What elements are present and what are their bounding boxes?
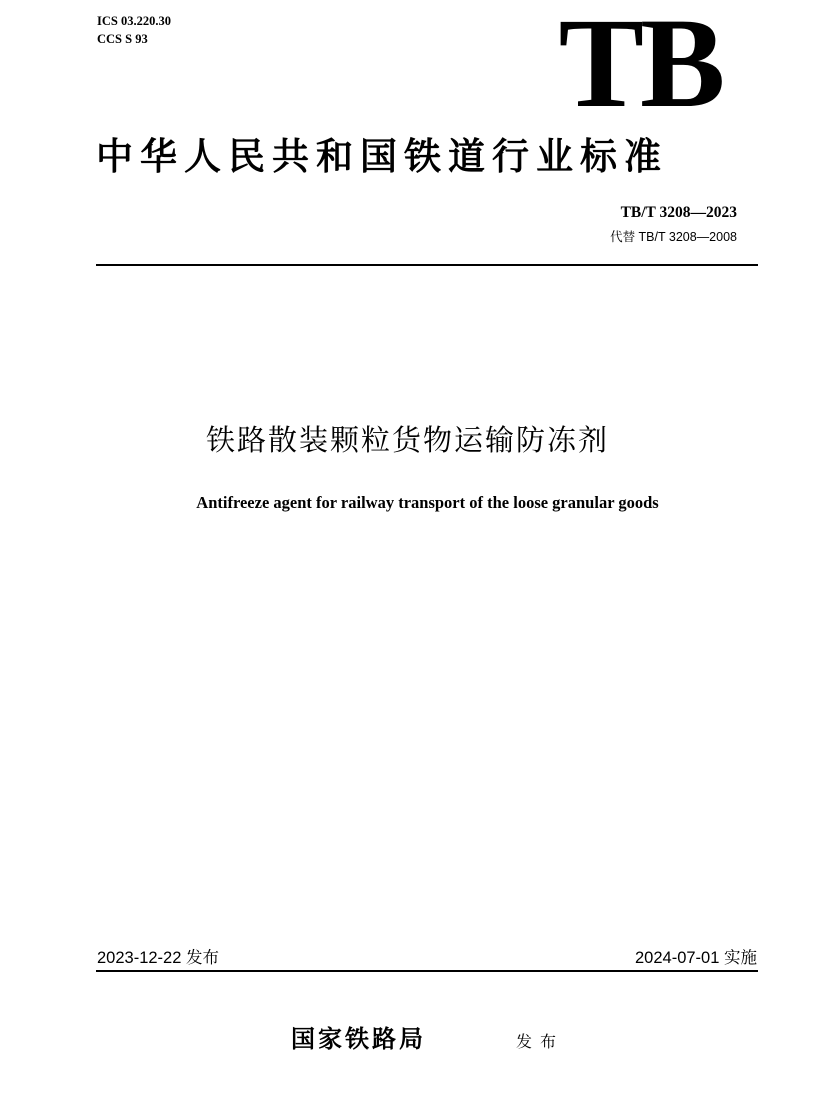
tb-logo: TB — [558, 0, 722, 134]
ics-code: ICS 03.220.30 — [97, 14, 171, 28]
document-title-english: Antifreeze agent for railway transport of the loose granular goods — [196, 493, 659, 512]
implementation-date: 2024-07-01 实施 — [635, 949, 757, 967]
top-divider — [96, 264, 758, 266]
document-title-chinese: 铁路散装颗粒货物运输防冻剂 — [205, 423, 609, 457]
issuing-authority: 国家铁路局 — [291, 1024, 426, 1053]
replaced-standard-number: 代替 TB/T 3208—2008 — [610, 230, 737, 244]
issuer-action-label: 发布 — [516, 1032, 565, 1051]
bottom-divider — [96, 970, 758, 972]
standard-category-title: 中华人民共和国铁道行业标准 — [96, 134, 668, 178]
standard-number: TB/T 3208—2023 — [620, 204, 737, 221]
ccs-code: CCS S 93 — [97, 32, 148, 46]
issue-date: 2023-12-22 发布 — [97, 949, 219, 967]
